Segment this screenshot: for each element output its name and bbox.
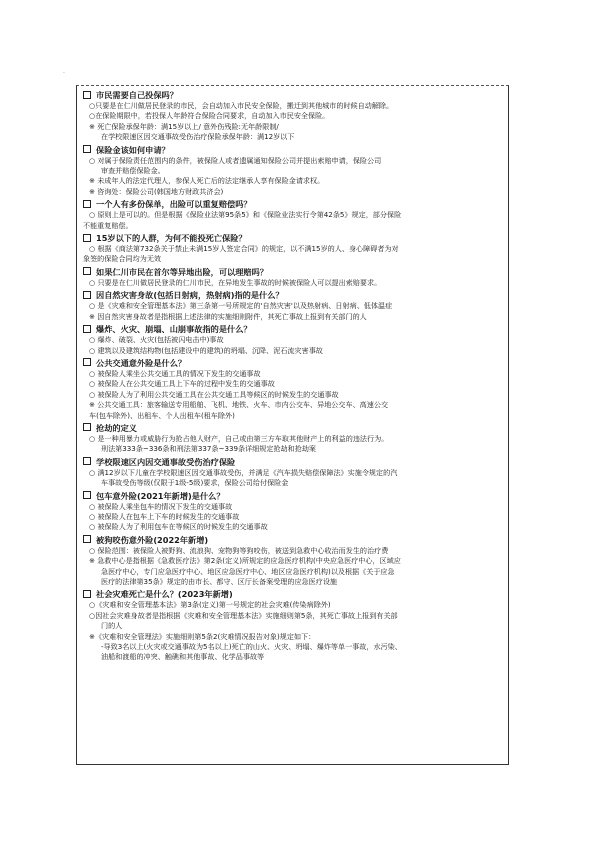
section-line: ○ 被保险人乘坐包车的情况下发生的交通事故 (89, 501, 233, 511)
section-line: ※ 因自然灾害身故者是指根据上述法律的实施细则附件，其死亡事故上报到有关部门的人 (89, 311, 367, 321)
page-corner-mark: · (63, 70, 65, 77)
faq-section (83, 198, 502, 231)
checkbox-square-icon (83, 358, 91, 366)
section-heading (83, 144, 502, 156)
section-line: 象签的保险合同均为无效 (83, 254, 162, 264)
section-heading-text: 爆炸、火灾、崩塌、山崩事故指的是什么？ (96, 324, 252, 335)
checkbox-square-icon (83, 491, 91, 499)
checkbox-square-icon (83, 291, 91, 299)
section-heading-text: 包车意外险(2021年新增)是什么？ (96, 490, 225, 501)
section-line: ○ 只要是在仁川做居民登录的仁川市民，在异地发生事故的时候被保险人可以提出索赔要求。 (89, 277, 382, 287)
section-line: ○ 被保险人在公共交通工具上下车的过程中发生的交通事故 (89, 379, 275, 389)
checkbox-square-icon (83, 535, 91, 543)
faq-section (83, 357, 502, 421)
section-heading (83, 490, 502, 502)
section-line: 急医疗中心，专门应急医疗中心、地区应急医疗中心、地区应急医疗机构)以及根据《关于应急 (101, 566, 395, 576)
section-heading-text: 抢劫的定义 (96, 422, 137, 433)
checkbox-square-icon (83, 91, 91, 99)
section-heading (83, 588, 502, 600)
section-line: ※ 急救中心是指根据《急救医疗法》第2条(定义)所规定的应急医疗机构(中央应急医疗中心，区域应 (89, 556, 401, 566)
section-line: 车事故受伤等级(仅限于1级-5级)要求，保险公司给付保险金 (101, 478, 289, 488)
checkbox-square-icon (83, 590, 91, 598)
section-line: 审查并赔偿保险金。 (101, 166, 165, 176)
checkbox-square-icon (83, 267, 91, 275)
faq-document (76, 85, 509, 765)
faq-section (83, 588, 502, 662)
faq-section (83, 144, 502, 198)
section-line: 医疗的法律第35条》规定的由市长、都守、区厅长备案受理的应急医疗设施 (101, 577, 338, 586)
section-heading (83, 266, 502, 278)
section-line: ※ 公共交通工具：旅客输送专用船舶、飞机、地铁、火车、市内公交车、异地公交车、高速公交 (89, 400, 389, 410)
checkbox-square-icon (83, 200, 91, 208)
section-line: 车(包车除外)、出租车、个人出租车(租车除外) (89, 410, 235, 420)
faq-section (83, 89, 502, 143)
section-line: ※ 死亡保险承保年龄：满15岁以上/ 意外伤残险:无年龄限制/ (89, 121, 279, 131)
section-heading (83, 232, 502, 244)
faq-section (83, 534, 502, 588)
section-line: 刑法第333条~336条和刑法第337条~339条详细规定抢劫和抢劫案 (101, 444, 317, 454)
section-heading (83, 89, 502, 101)
section-line: ○只要是在仁川做居民登录的市民，会自动加入市民安全保险，搬迁到其他城市的时候自动解除。 (89, 101, 394, 110)
checkbox-square-icon (83, 145, 91, 153)
section-line: ○ 保险范围：被保险人被野狗、流浪狗、宠物狗等狗咬伤，被送到急救中心收治而发生的治疗费 (89, 545, 389, 555)
section-heading (83, 456, 502, 468)
section-heading-text: 一个人有多份保单，出险可以重复赔偿吗？ (96, 199, 252, 210)
faq-section (83, 490, 502, 533)
section-line: 不能重复赔偿。 (83, 220, 133, 230)
section-line: ○ 被保险人为了利用公共交通工具在公共交通工具等候区的时候发生的交通事故 (89, 389, 339, 399)
section-line: ※ 未成年人的法定代理人，参保人死亡后的法定继承人享有保险金请求权。 (89, 176, 325, 186)
section-heading-text: 社会灾难死亡是什么？(2023年新增) (96, 589, 233, 600)
section-line: ○ 根据《商法第732条关于禁止未满15岁人签定合同》的规定，以不满15岁的人、身心障碍者为对 (89, 244, 399, 254)
section-line: 门的人 (101, 621, 123, 631)
section-line: ○ 原则上是可以的。但是根据《保险业法第95条5》和《保险业法实行令第42条5》规定，部分保险 (89, 210, 402, 220)
section-heading-text: 学校限速区内因交通事故受伤治疗保险 (96, 456, 236, 467)
section-heading (83, 534, 502, 546)
section-line: ○ 是一种用暴力或威胁行为抢占他人财产，自己或由第三方车取其他财产上的利益的违法行为。 (89, 433, 389, 443)
section-heading (83, 422, 502, 434)
checkbox-square-icon (83, 423, 91, 431)
checkbox-square-icon (83, 457, 91, 465)
section-line: ※ 咨询处：保险公司(韩国地方财政共济会) (89, 186, 224, 196)
faq-section (83, 422, 502, 455)
section-heading-text: 15岁以下的人群，为何不能投死亡保险？ (96, 233, 247, 244)
section-heading (83, 198, 502, 210)
section-line: ○在保险期限中，若投保人年龄符合保险合同要求，自动加入市民安全保险。 (89, 111, 330, 121)
section-heading-text: 公共交通意外险是什么？ (96, 357, 187, 368)
section-heading (83, 357, 502, 369)
section-line: ○因社会灾难身故者是指根据《灾难和安全管理基本法》实施细则第5条，其死亡事故上报到有关部 (89, 610, 398, 620)
checkbox-square-icon (83, 325, 91, 333)
section-line: ○ 被保险人为了利用包车在等候区的时候发生的交通事故 (89, 522, 268, 532)
faq-section (83, 232, 502, 265)
section-heading-text: 如果仁川市民在首尔等异地出险，可以理赔吗？ (96, 266, 268, 277)
section-line: ○ 对属于保险责任范围内的条件，被保险人或者遗属通知保险公司并提出索赔申请，保险公司 (89, 155, 382, 165)
section-heading-text: 被狗咬伤意外险(2022年新增) (96, 534, 209, 545)
section-line: ○《灾难和安全管理基本法》第3条(定义)第一号规定的社会灾难(传染病除外) (89, 600, 331, 610)
faq-section (83, 456, 502, 489)
section-line: -导致3名以上(火灾或交通事故为5名以上)死亡的山火、火灾、坍塌、爆炸等单一事故，水污染、 (101, 642, 402, 652)
section-line: ※《灾难和安全管理法》实施细则第5条2(灾难情况报告对象)规定如下： (89, 631, 316, 641)
section-heading-text: 市民需要自己投保吗？ (96, 90, 178, 100)
section-line: 油船和渡船的冲突、触礁和其他事故、化学品事故等 (101, 652, 265, 662)
section-line: ○ 是《灾难和安全管理基本法》第三条第一号所规定的'自然灾害'以及热射病、日射病、低体温症 (89, 301, 393, 311)
section-heading (83, 323, 502, 335)
checkbox-square-icon (83, 234, 91, 242)
section-line: ○ 被保险人乘坐公共交通工具的情况下发生的交通事故 (89, 368, 261, 378)
section-line: ○ 满12岁以下儿童在学校限速区因交通事故受伤，并满足《汽车损失赔偿保障法》实施令规定的汽 (89, 467, 398, 477)
section-line: 在学校限速区因交通事故受伤治疗保险承保年龄：满12岁以下 (101, 132, 295, 142)
faq-section (83, 289, 502, 322)
section-heading-text: 因自然灾害身故(包括日射病，热射病)指的是什么？ (96, 290, 284, 301)
section-line: ○ 被保险人在包车上下车的时候发生的交通事故 (89, 511, 240, 521)
section-line: ○ 爆炸、破裂、火灾(包括被闪电击中)事故 (89, 335, 224, 345)
faq-section (83, 266, 502, 288)
section-heading-text: 保险金该如何申请？ (96, 144, 170, 155)
section-heading (83, 289, 502, 301)
faq-section (83, 323, 502, 356)
section-line: ○ 建筑以及建筑结构物(包括建设中的建筑)的坍塌、沉降、泥石流灾害事故 (89, 345, 323, 355)
